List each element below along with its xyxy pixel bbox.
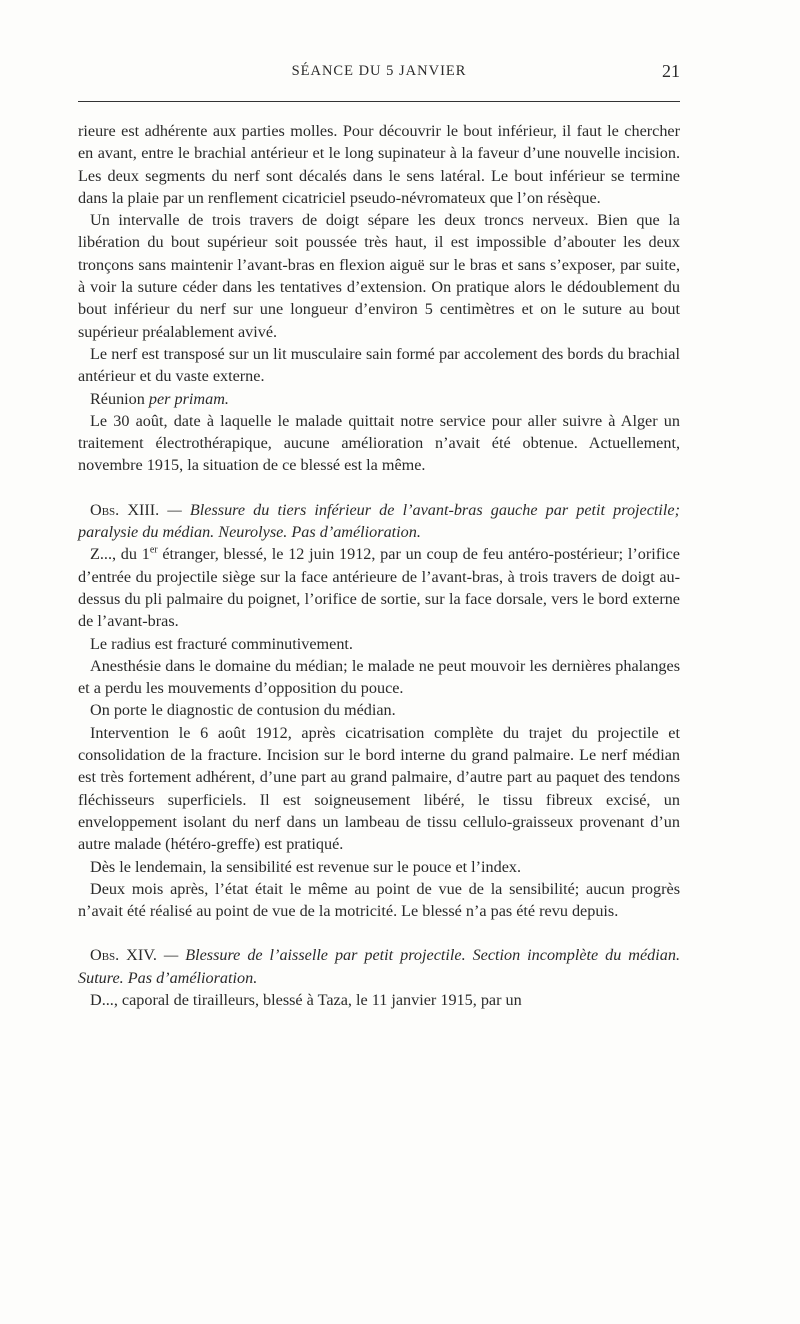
- paragraph: On porte le diagnostic de contusion du médian.: [90, 701, 396, 720]
- superscript: er: [149, 544, 158, 556]
- observation-title: — Blessure du tiers inférieur de l’avant-bras gauche par petit projectile; paralysie du médian. Neurolyse. Pas d’amélioration.: [78, 500, 680, 542]
- observation-heading-xiii: [78, 499, 680, 544]
- latin-phrase: per primam.: [148, 389, 229, 408]
- paragraph: [78, 388, 680, 410]
- paragraph-text: étranger, blessé, le 12 juin 1912, par un coup de feu antéro-postérieur; l’orifice d’entrée du projectile siège sur la face antérieure de l’avant-bras, à trois travers de doigt au-dessus du pli palmaire du poignet, l’orifice de sortie, sur la face dorsale, vers le bord externe de l’avant-bras.: [78, 545, 680, 631]
- paragraph: Anesthésie dans le domaine du médian; le malade ne peut mouvoir les dernières phalanges et a perdu les mouvements d’opposition du pouce.: [78, 656, 680, 698]
- running-title: SÉANCE DU 5 JANVIER: [291, 63, 467, 79]
- header-rule: [78, 101, 680, 102]
- paragraph-text: Réunion: [90, 389, 149, 408]
- observation-title: — Blessure de l’aisselle par petit projectile. Section incomplète du médian. Suture. Pas d’amélioration.: [78, 946, 681, 987]
- paragraph: Dès le lendemain, la sensibilité est revenue sur le pouce et l’index.: [90, 857, 522, 876]
- paragraph: [78, 543, 680, 632]
- paragraph: Un intervalle de trois travers de doigt sépare les deux troncs nerveux. Bien que la libération du bout supérieur soit poussée très haut, il est impossible d’abouter les deux tronçons sans maintenir l’avant-bras en flexion aiguë sur le bras et sans s’exposer, par suite, à voir la suture céder dans les tentatives d’extension. On pratique alors le dédoublement du bout inférieur du nerf sur une longueur d’environ 5 centimètres et on le suture au bout supérieur préalablement avivé.: [78, 211, 680, 341]
- paragraph-text: Z..., du 1: [90, 545, 150, 564]
- paragraph: Le radius est fracturé comminutivement.: [90, 634, 353, 653]
- paragraph: Le 30 août, date à laquelle le malade quittait notre service pour aller suivre à Alger un traitement électrothérapique, aucune amélioration n’avait été obtenue. Actuellement, novembre 1915, la situation de ce blessé est la même.: [78, 411, 680, 475]
- observation-label: Obs. XIV.: [90, 946, 157, 965]
- paragraph: Le nerf est transposé sur un lit musculaire sain formé par accolement des bords du brachial antérieur et du vaste externe.: [78, 344, 680, 386]
- observation-heading-xiv: [78, 944, 680, 989]
- paragraph: Intervention le 6 août 1912, après cicatrisation complète du trajet du projectile et consolidation de la fracture. Incision sur le bord interne du grand palmaire. Le nerf médian est très fortement adhérent, d’une part au grand palmaire, d’autre part au paquet des tendons fléchisseurs superficiels. Il est soigneusement libéré, le tissu fibreux excisé, un enveloppement isolant du nerf dans un lambeau de tissu cellulo-graisseux provenant d’un autre malade (hétéro-greffe) est pratiqué.: [78, 723, 680, 854]
- body-text: [78, 120, 680, 1011]
- page-number: 21: [662, 61, 680, 81]
- observation-label: Obs. XIII.: [90, 500, 160, 519]
- paragraph: Deux mois après, l’état était le même au point de vue de la sensibilité; aucun progrès n’avait été réalisé au point de vue de la motricité. Le blessé n’a pas été revu depuis.: [78, 879, 680, 921]
- paragraph: D..., caporal de tirailleurs, blessé à Taza, le 11 janvier 1915, par un: [90, 990, 522, 1009]
- page-header: [78, 63, 680, 87]
- paragraph: rieure est adhérente aux parties molles. Pour découvrir le bout inférieur, il faut le chercher en avant, entre le brachial antérieur et le long supinateur à la faveur d’une nouvelle incision. Les deux segments du nerf sont décalés dans le sens latéral. Le bout inférieur se termine dans la plaie par un renflement cicatriciel pseudo-névromateux que l’on résèque.: [78, 122, 680, 207]
